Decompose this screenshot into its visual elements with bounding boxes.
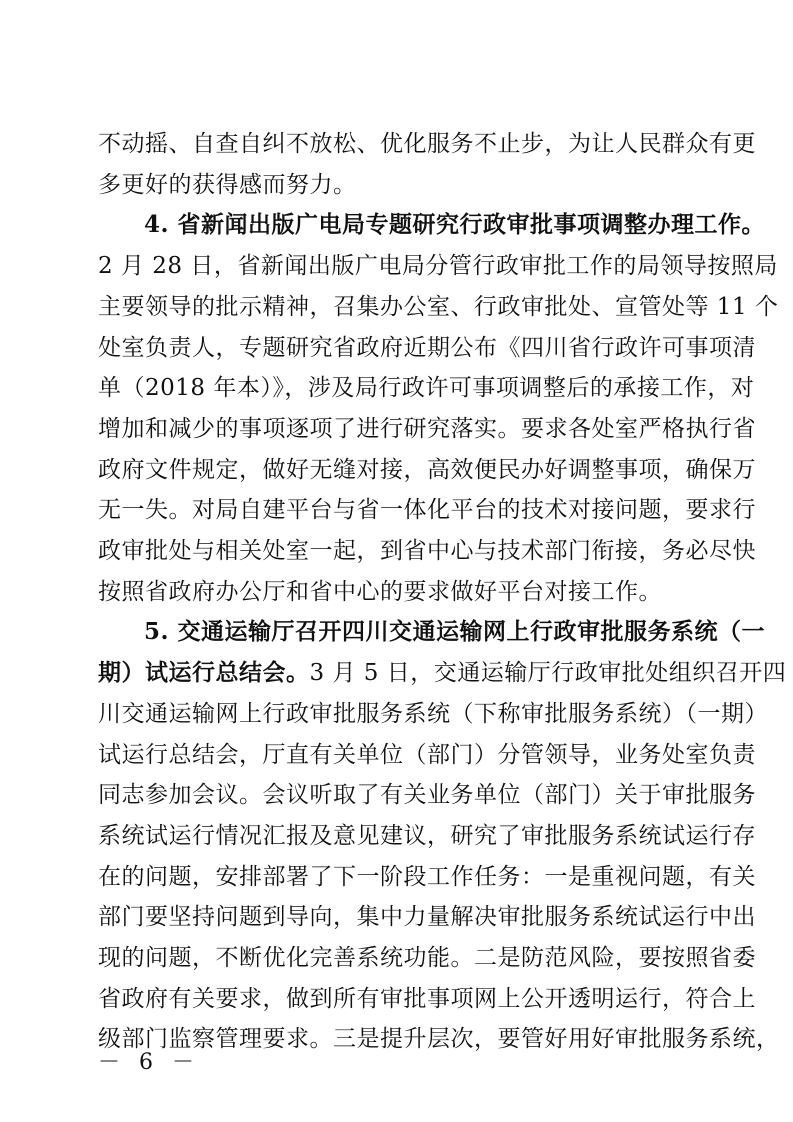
text-line [144,205,766,245]
body-text: 在的问题，安排部署了下一阶段工作任务：一是重视问题，有关 [98,863,756,890]
page-number: － 6 － [98,1050,200,1075]
text-line [98,694,768,734]
body-text: 政府文件规定，做好无缝对接，高效便民办好调整事项，确保万 [98,456,756,483]
text-line [98,165,696,205]
text-line [98,735,756,775]
text-line [98,246,778,286]
text-line [98,857,756,897]
text-line [98,653,787,693]
text-line [144,612,766,652]
heading-text: 5. 交通运输厅召开四川交通运输网上行政审批服务系统（一 [144,618,766,646]
text-line [98,328,756,368]
text-line [98,531,756,571]
text-line [98,938,756,978]
body-text: 现的问题，不断优化完善系统功能。二是防范风险，要按照省委 [98,945,756,971]
body-text: 3 月 5 日，交通运输厅行政审批处组织召开四 [309,660,787,687]
body-text: 2 月 28 日，省新闻出版广电局分管行政审批工作的局领导按照局 [98,253,778,280]
body-text: 级部门监察管理要求。三是提升层次，要管好用好审批服务系统， [98,1026,780,1053]
body-text: 系统试运行情况汇报及意见建议，研究了审批服务系统试运行存 [98,822,756,849]
body-text: 按照省政府办公厅和省中心的要求做好平台对接工作。 [98,578,662,605]
body-text: 省政府有关要求，做到所有审批事项网上公开透明运行，符合上 [98,985,756,1012]
body-text: 处室负责人，专题研究省政府近期公布《四川省行政许可事项清 [98,334,756,361]
text-line [98,287,779,327]
text-line [98,897,756,937]
body-text: 无一失。对局自建平台与省一体化平台的技术对接问题，要求行 [98,497,756,524]
heading-text: 4. 省新闻出版广电局专题研究行政审批事项调整办理工作。 [144,211,766,239]
text-line [98,124,756,164]
body-text: 同志参加会议。会议听取了有关业务单位（部门）关于审批服务 [98,782,756,809]
text-line [98,368,755,408]
text-line [98,572,696,612]
text-line [98,490,756,530]
body-text: 主要领导的批示精神，召集办公室、行政审批处、宣管处等 11 个 [98,293,779,320]
body-text: 增加和减少的事项逐项了进行研究落实。要求各处室严格执行省 [98,415,756,442]
text-line [98,979,756,1019]
body-text: 多更好的获得感而努力。 [98,171,357,198]
text-line [98,409,756,449]
body-text: 试运行总结会，厅直有关单位（部门）分管领导，业务处室负责 [98,741,756,768]
body-text: 部门要坚持问题到导向，集中力量解决审批服务系统试运行中出 [98,904,756,931]
body-text: 政审批处与相关处室一起，到省中心与技术部门衔接，务必尽快 [98,538,756,564]
body-text: 单（2018 年本）》，涉及局行政许可事项调整后的承接工作，对 [98,375,755,402]
body-text: 川交通运输网上行政审批服务系统（下称审批服务系统）（一期） [98,700,768,727]
text-line [98,775,756,815]
text-line [98,816,756,856]
body-text: 不动摇、自查自纠不放松、优化服务不止步，为让人民群众有更 [98,131,756,157]
text-line [98,450,756,490]
heading-text: 期）试运行总结会。 [98,659,310,687]
